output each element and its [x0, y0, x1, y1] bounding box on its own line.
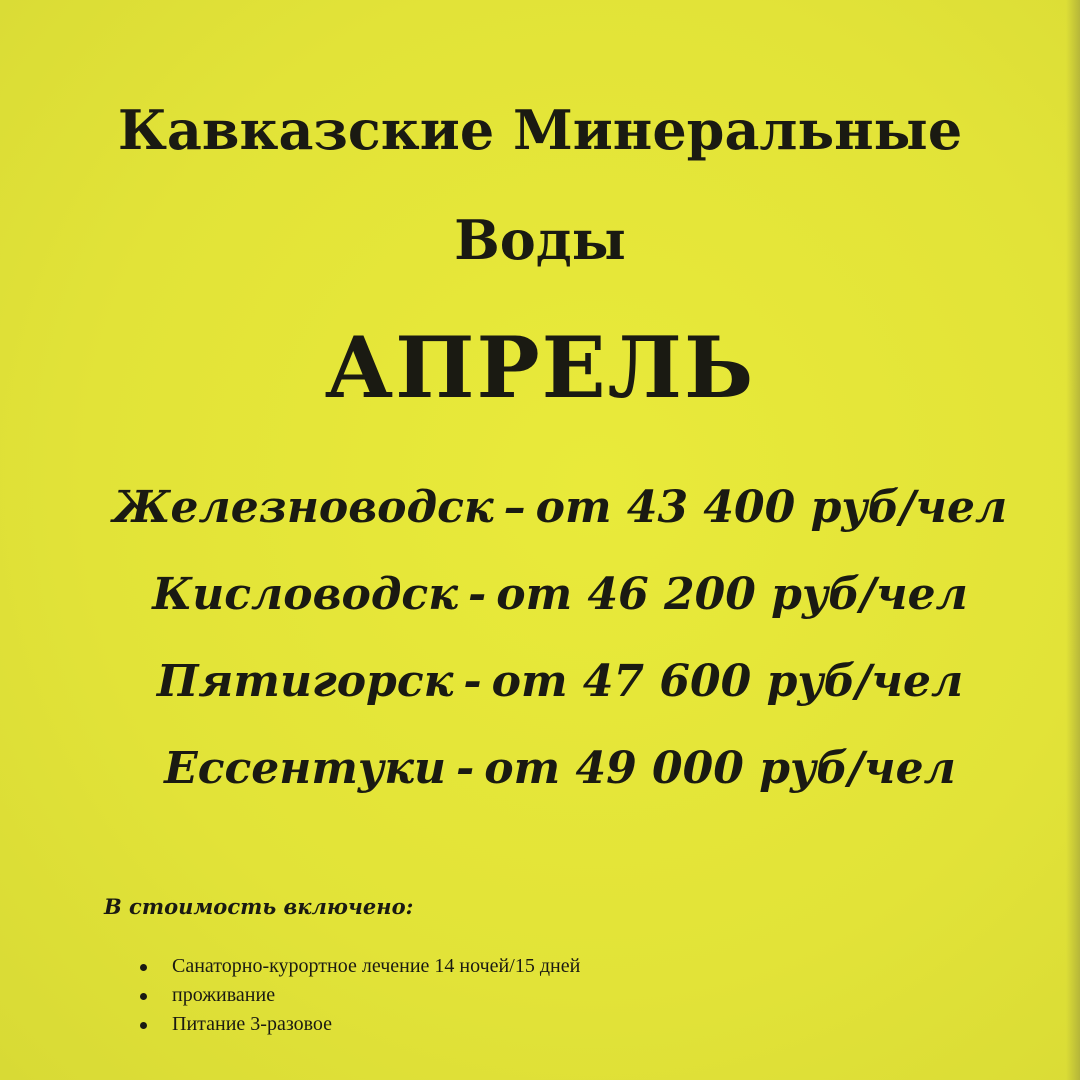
- price-row-pyatigorsk: [0, 652, 1080, 739]
- price-separator: -: [463, 656, 482, 707]
- list-item: [140, 952, 580, 981]
- bullet-icon: [140, 993, 147, 1000]
- included-item-text: Санаторно-курортное лечение 14 ночей/15 дней: [172, 955, 581, 977]
- included-item-text: Питание 3-разовое: [172, 1013, 333, 1035]
- bullet-icon: [140, 964, 147, 971]
- price-city: Пятигорск: [156, 656, 454, 707]
- price-value: от 47 600 руб/чел: [491, 656, 964, 707]
- price-city: Кисловодск: [152, 569, 458, 620]
- list-item: [140, 1010, 580, 1039]
- price-city: Железноводск: [112, 482, 494, 533]
- price-separator: -: [467, 569, 487, 620]
- title-line-1: Кавказские Минеральные: [117, 98, 963, 162]
- price-separator: -: [456, 743, 475, 794]
- included-heading: В стоимость включено:: [104, 894, 414, 919]
- price-row-zheleznovodsk: [0, 478, 1080, 565]
- title-line-2: Воды: [454, 208, 626, 272]
- included-item-text: проживание: [172, 984, 276, 1006]
- price-value: от 43 400 руб/чел: [535, 482, 1008, 533]
- price-row-essentuki: [0, 739, 1080, 826]
- price-list: [0, 478, 1080, 826]
- month-heading: АПРЕЛЬ: [324, 318, 756, 417]
- price-city: Ессентуки: [164, 743, 447, 794]
- price-value: от 46 200 руб/чел: [496, 569, 968, 620]
- list-item: [140, 981, 580, 1010]
- price-separator: –: [503, 482, 526, 533]
- included-list: [140, 952, 580, 1039]
- price-value: от 49 000 руб/чел: [484, 743, 956, 794]
- price-row-kislovodsk: [0, 565, 1080, 652]
- bullet-icon: [140, 1022, 147, 1029]
